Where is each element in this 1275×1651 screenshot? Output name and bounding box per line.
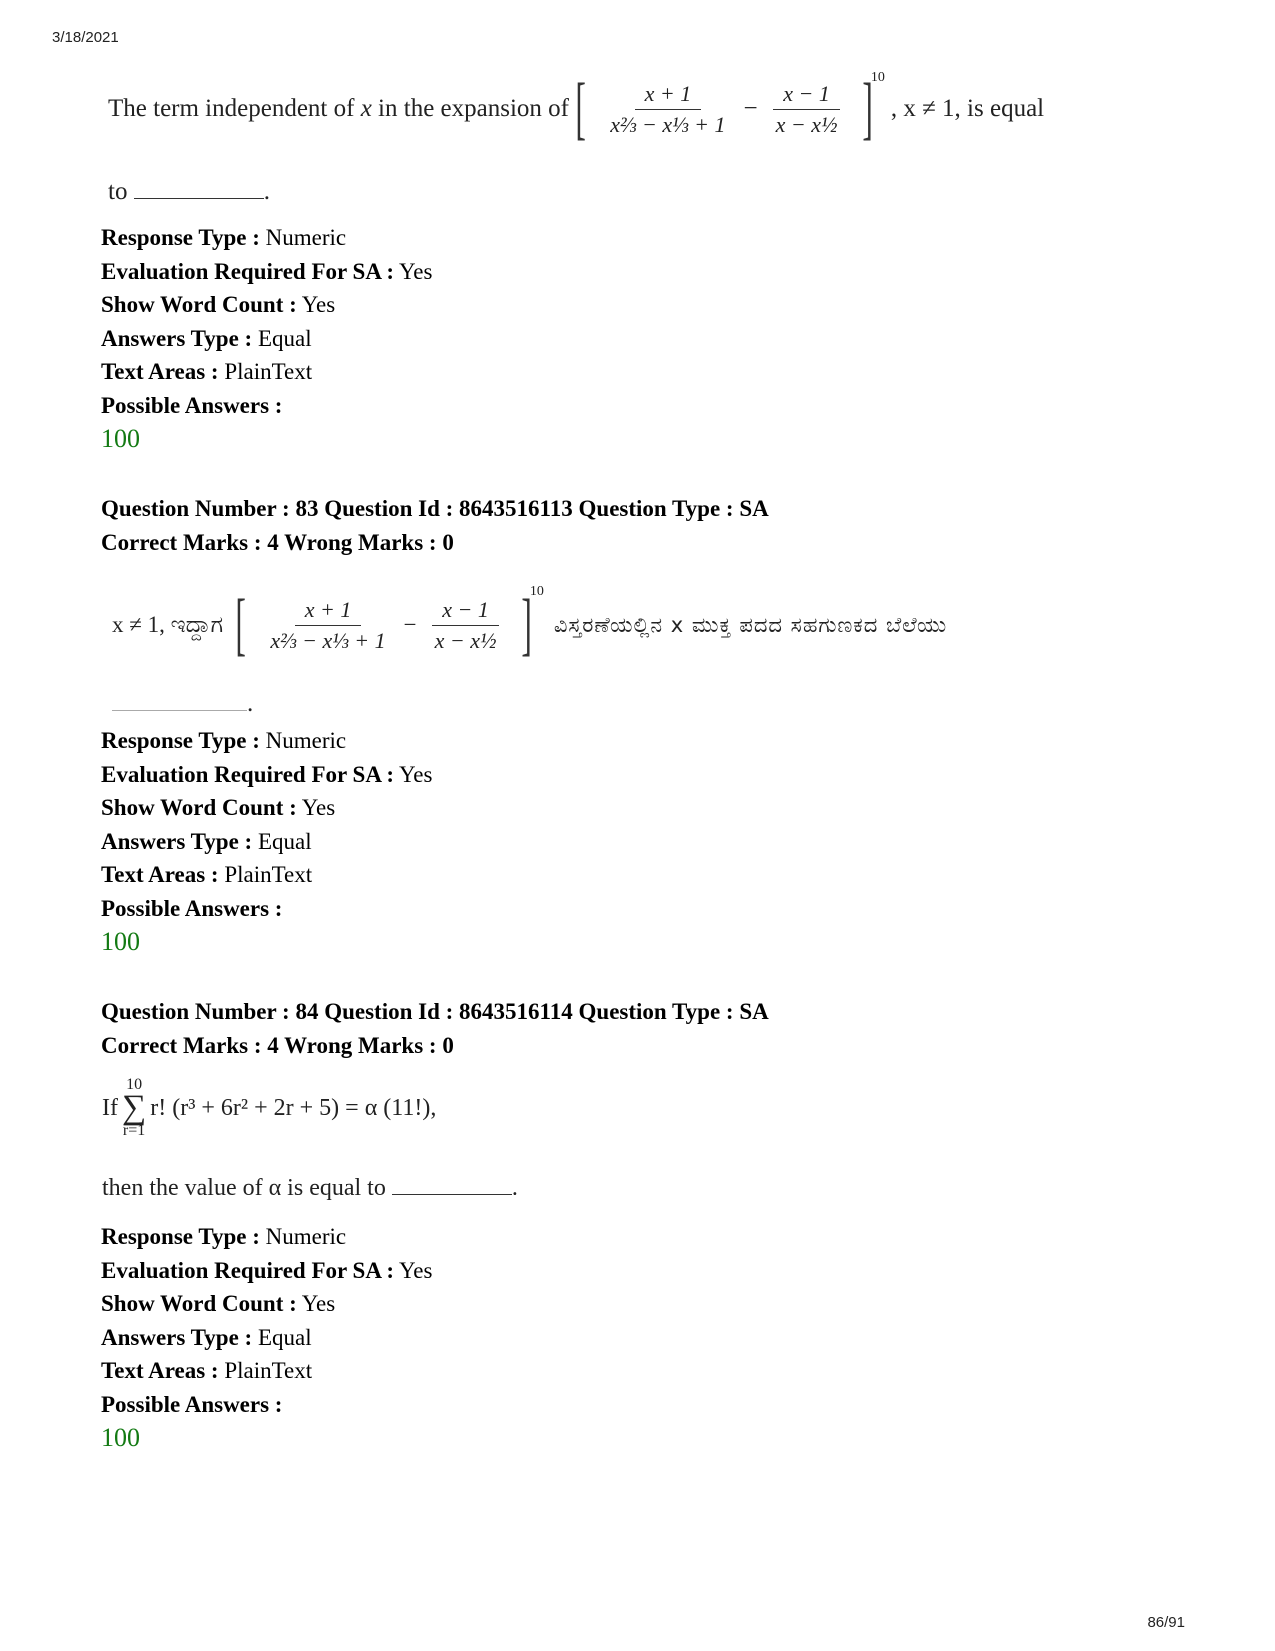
- word-count: Show Word Count : Yes: [101, 795, 336, 820]
- print-date: 3/18/2021: [52, 29, 119, 46]
- response-type: Response Type : Numeric: [101, 1224, 347, 1249]
- answers-type: Answers Type : Equal: [101, 325, 312, 351]
- meta-block-2: [101, 724, 432, 959]
- q82-answer-blank-line: to .: [108, 178, 270, 205]
- left-bracket-icon: [: [235, 586, 246, 663]
- word-count: Show Word Count : Yes: [101, 292, 336, 317]
- q82-minus: −: [743, 95, 758, 122]
- text-areas: Text Areas : PlainText: [101, 359, 313, 384]
- eval-required: Evaluation Required For SA : Yes: [101, 761, 433, 787]
- question-84-text: [102, 1072, 436, 1144]
- meta-block-1: [101, 221, 432, 456]
- question-82-text: [108, 64, 1158, 154]
- eval-required: Evaluation Required For SA : Yes: [101, 1257, 433, 1283]
- answer-value: 100: [101, 927, 140, 956]
- possible-answers: Possible Answers :: [101, 895, 283, 921]
- eval-required: Evaluation Required For SA : Yes: [101, 258, 433, 284]
- word-count: Show Word Count : Yes: [101, 1291, 336, 1316]
- text-areas: Text Areas : PlainText: [101, 862, 313, 887]
- q84-if: If: [102, 1094, 118, 1121]
- response-type: Response Type : Numeric: [101, 225, 347, 250]
- page-number: 86/91: [1147, 1614, 1185, 1631]
- right-bracket-icon: ]: [520, 586, 532, 663]
- question-marks: Correct Marks : 4 Wrong Marks : 0: [101, 1032, 454, 1058]
- answer-value: 100: [101, 1423, 140, 1452]
- blank: [392, 1194, 512, 1195]
- response-type: Response Type : Numeric: [101, 728, 347, 753]
- q83-fraction-1: $\frac{x + 1}{\text{x⅔ − x⅓ + 1}}$: [270, 596, 386, 653]
- question-header-83: [101, 492, 769, 559]
- left-bracket-icon: [: [575, 70, 586, 147]
- q82-in-exp: in the expansion of: [378, 95, 569, 122]
- q82-power: 10: [870, 70, 885, 85]
- q83-cond: x ≠ 1, ಇದ್ದಾಗ: [112, 612, 224, 637]
- right-bracket-icon: ]: [861, 70, 873, 147]
- question-header-84: [101, 995, 769, 1062]
- meta-block-3: [101, 1220, 432, 1455]
- blank: [112, 710, 247, 711]
- question-marks: Correct Marks : 4 Wrong Marks : 0: [101, 529, 454, 555]
- q83-answer-blank-line: .: [112, 690, 253, 718]
- summation-icon: 10 ∑ r=1: [121, 1076, 147, 1139]
- question-83-text: [112, 580, 1142, 670]
- q84-expression: r! (r³ + 6r² + 2r + 5) = α (11!),: [150, 1094, 437, 1121]
- q82-intro: The term independent of: [108, 95, 355, 122]
- question-info: Question Number : 84 Question Id : 8643516114 Question Type : SA: [101, 999, 769, 1024]
- q83-fraction-2: $\frac{x - 1}{\text{x − x½}}$: [425, 597, 507, 654]
- q82-fraction-1: $\frac{x + 1}{\text{x⅔ − x⅓ + 1}}$: [610, 80, 726, 137]
- q83-power: 10: [529, 584, 544, 599]
- q83-kannada-text: ವಿಸ್ತರಣೆಯಲ್ಲಿನ x ಮುಕ್ತ ಪದದ ಸಹಗುಣಕದ ಬೆಲೆಯು: [553, 612, 948, 637]
- q82-fraction-2: $\frac{x - 1}{\text{x − x½}}$: [766, 81, 848, 138]
- q84-then-line: then the value of α is equal to .: [102, 1175, 518, 1201]
- question-info: Question Number : 83 Question Id : 8643516113 Question Type : SA: [101, 496, 769, 521]
- q83-minus: −: [403, 612, 417, 637]
- q82-var: x: [360, 95, 372, 122]
- answers-type: Answers Type : Equal: [101, 828, 312, 854]
- answers-type: Answers Type : Equal: [101, 1324, 312, 1350]
- q82-cond: , x ≠ 1, is equal: [890, 95, 1045, 122]
- answer-value: 100: [101, 424, 140, 453]
- possible-answers: Possible Answers :: [101, 392, 283, 418]
- text-areas: Text Areas : PlainText: [101, 1358, 313, 1383]
- possible-answers: Possible Answers :: [101, 1391, 283, 1417]
- blank: [134, 198, 264, 199]
